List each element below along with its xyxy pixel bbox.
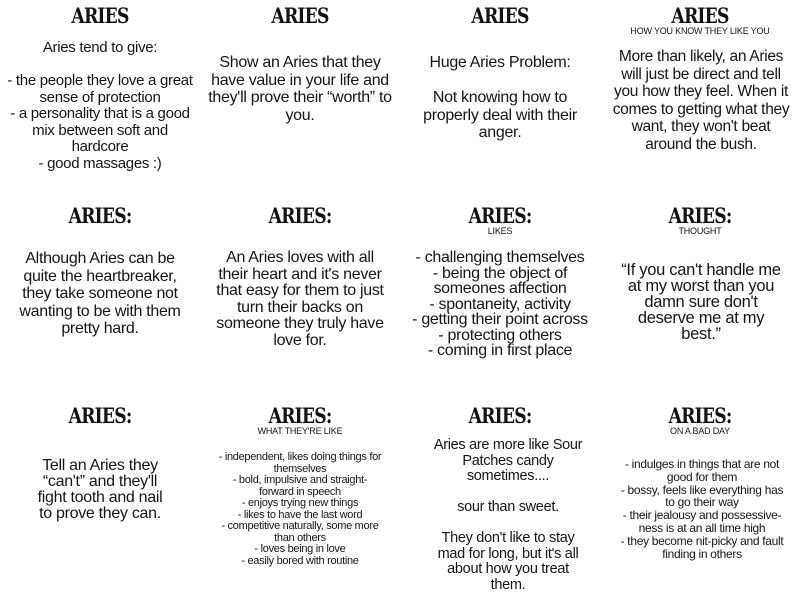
card-title: ARIES [271,3,329,28]
card-body: Show an Aries that they have value in your life and they'll prove their “worth” to you. [208,54,392,124]
card-body: - challenging themselves - being the object of someones affection - spontaneity, activity - getting their point across - protecting others - coming in first place [412,249,588,359]
card-title: ARIES: [468,403,532,428]
card-9 [0,400,200,600]
card-body: - indulges in things that are not good for them - bossy, feels like everything has to go their way - their jealousy and possessive-ness is at an all time high - they become nit-picky and fault finding in others [620,457,784,561]
card-6 [200,200,400,400]
card-body: Huge Aries Problem: Not knowing how to properly deal with their anger. [423,54,577,141]
card-11 [400,400,600,600]
card-title: ARIES: [668,203,732,228]
card-1 [0,0,200,200]
card-title: ARIES: [668,403,732,428]
card-subtitle: HOW YOU KNOW THEY LIKE YOU [630,26,770,36]
card-subtitle: WHAT THEY'RE LIKE [257,426,343,436]
card-body: “If you can't handle me at my worst than you damn sure don't deserve me at my best.” [621,261,781,343]
card-7 [400,200,600,400]
card-body: Aries tend to give: - the people they love a great sense of protection - a personality that is a good mix between soft and hardcore - good massages :) [7,39,193,172]
card-title: ARIES [471,3,529,28]
card-5 [0,200,200,400]
card-3 [400,0,600,200]
card-2 [200,0,400,200]
card-subtitle: LIKES [487,226,513,236]
card-title: ARIES: [268,403,332,428]
card-10 [200,400,400,600]
card-subtitle: THOUGHT [678,226,722,236]
card-4 [600,0,800,200]
card-title: ARIES: [68,203,132,228]
card-12 [600,400,800,600]
card-subtitle: ON A BAD DAY [670,426,730,436]
card-title: ARIES [71,3,129,28]
card-body: - independent, likes doing things for themselves - bold, impulsive and straight-forward in speech - enjoys trying new things - likes to have the last word - competitive naturally, some more than others - loves being in love - easily bored with routine [218,451,382,567]
card-body: Although Aries can be quite the heartbreaker, they take someone not wanting to be with them pretty hard. [19,250,181,337]
card-body: Tell an Aries they “can't” and they'll fight tooth and nail to prove they can. [37,457,163,522]
card-body: Aries are more like Sour Patches candy sometimes.... sour than sweet. They don't like to stay mad for long, but it's all about how you treat them. [433,437,583,593]
card-title: ARIES: [268,203,332,228]
card-title: ARIES: [468,203,532,228]
card-body: More than likely, an Aries will just be direct and tell you how they feel. When it comes to getting what they want, they won't beat around the bush. [612,48,790,153]
card-8 [600,200,800,400]
card-title: ARIES: [68,403,132,428]
card-body: An Aries loves with all their heart and it's never that easy for them to just turn their backs on someone they truly have love for. [216,249,384,349]
card-title: ARIES [671,3,729,28]
